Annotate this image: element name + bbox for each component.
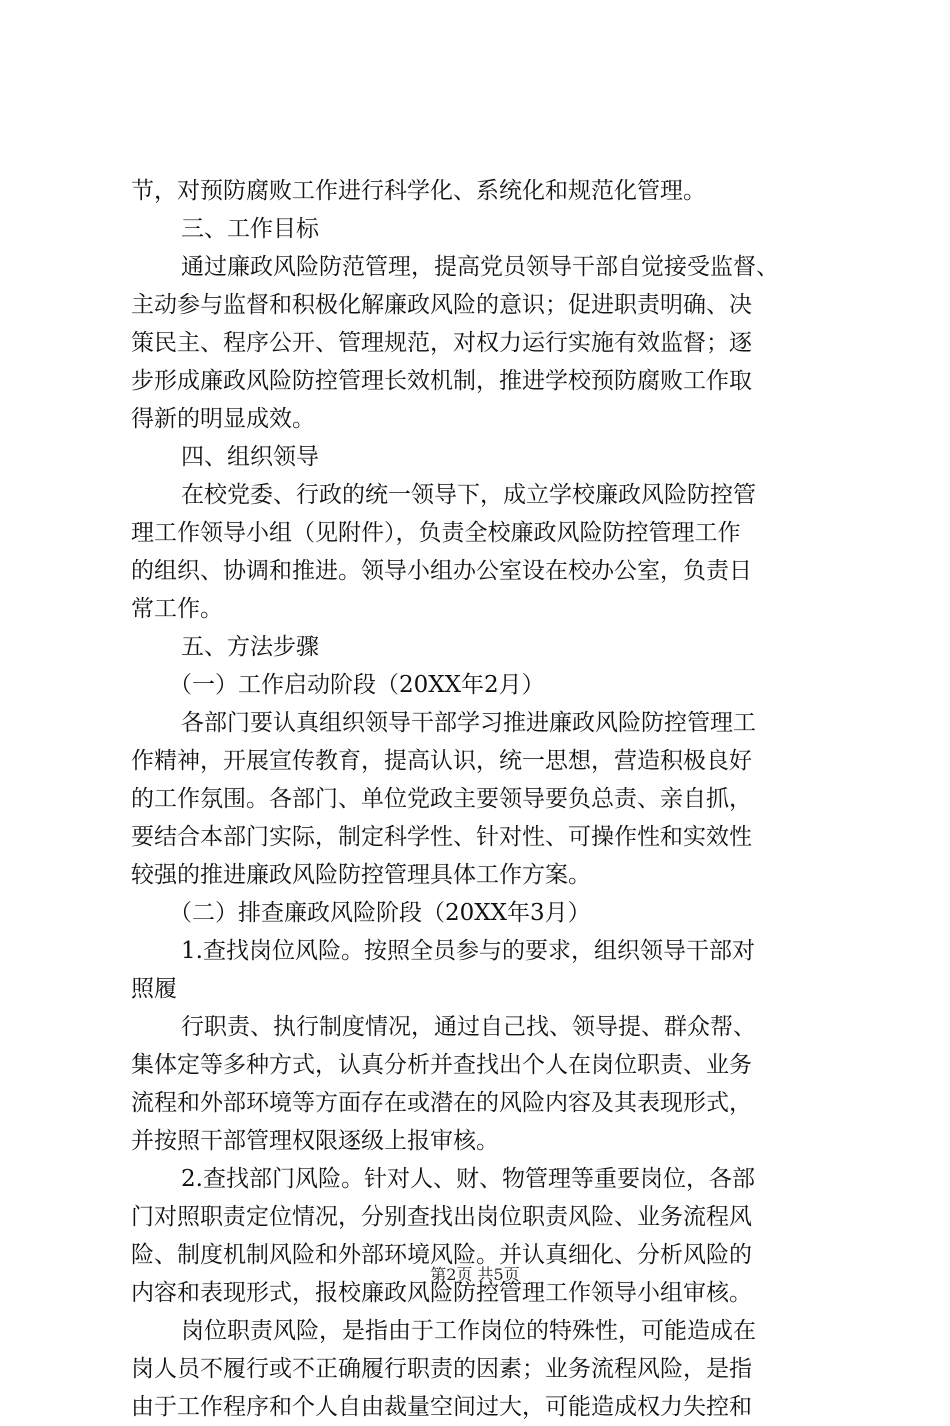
text-line: 得新的明显成效。 (131, 406, 315, 432)
text-line: 主动参与监督和积极化解廉政风险的意识；促进职责明确、决 (131, 292, 752, 318)
section-heading: 五、方法步骤 (181, 634, 319, 660)
text-line: 理工作领导小组（见附件），负责全校廉政风险防控管理工作 (131, 520, 741, 546)
text-line: 较强的推进廉政风险防控管理具体工作方案。 (131, 862, 591, 888)
text-line: 的工作氛围。各部门、单位党政主要领导要负总责、亲自抓， (131, 786, 752, 812)
text-line: 要结合本部门实际，制定科学性、针对性、可操作性和实效性 (131, 824, 752, 850)
text-line: 策民主、程序公开、管理规范，对权力运行实施有效监督；逐 (131, 330, 752, 356)
text-line: 2.查找部门风险。针对人、财、物管理等重要岗位，各部 (181, 1166, 755, 1192)
document-body (131, 172, 831, 1426)
text-line: 岗位职责风险，是指由于工作岗位的特殊性，可能造成在 (181, 1318, 756, 1344)
text-line: 在校党委、行政的统一领导下，成立学校廉政风险防控管 (181, 482, 756, 508)
text-line: 岗人员不履行或不正确履行职责的因素；业务流程风险，是指 (131, 1356, 752, 1382)
text-line: 作精神，开展宣传教育，提高认识，统一思想，营造积极良好 (131, 748, 752, 774)
text-line: 门对照职责定位情况，分别查找出岗位职责风险、业务流程风 (131, 1204, 752, 1230)
text-line: 险、制度机制风险和外部环境风险。并认真细化、分析风险的 (131, 1242, 752, 1268)
text-line: 常工作。 (131, 596, 223, 622)
text-line: 并按照干部管理权限逐级上报审核。 (131, 1128, 499, 1154)
text-line: 由于工作程序和个人自由裁量空间过大，可能造成权力失控和 (131, 1394, 752, 1420)
text-line: 1.查找岗位风险。按照全员参与的要求，组织领导干部对 (181, 938, 755, 964)
subsection-heading: （一）工作启动阶段（20XX年2月） (169, 672, 545, 698)
text-line: 照履 (131, 976, 177, 1002)
text-line: 集体定等多种方式，认真分析并查找出个人在岗位职责、业务 (131, 1052, 752, 1078)
text-line: 流程和外部环境等方面存在或潜在的风险内容及其表现形式， (131, 1090, 752, 1116)
text-line: 行职责、执行制度情况，通过自己找、领导提、群众帮、 (181, 1014, 756, 1040)
text-line: 的组织、协调和推进。领导小组办公室设在校办公室，负责日 (131, 558, 752, 584)
text-line: 各部门要认真组织领导干部学习推进廉政风险防控管理工 (181, 710, 756, 736)
text-line: 通过廉政风险防范管理，提高党员领导干部自觉接受监督、 (181, 254, 779, 280)
section-heading: 三、工作目标 (181, 216, 319, 242)
page-number-footer: 第2页 共5页 (430, 1265, 520, 1284)
section-heading: 四、组织领导 (181, 444, 319, 470)
text-line: 步形成廉政风险防控管理长效机制，推进学校预防腐败工作取 (131, 368, 752, 394)
subsection-heading: （二）排查廉政风险阶段（20XX年3月） (169, 900, 591, 926)
text-line: 节，对预防腐败工作进行科学化、系统化和规范化管理。 (131, 178, 706, 204)
text-line: 内容和表现形式，报校廉政风险防控管理工作领导小组审核。 (131, 1280, 752, 1306)
